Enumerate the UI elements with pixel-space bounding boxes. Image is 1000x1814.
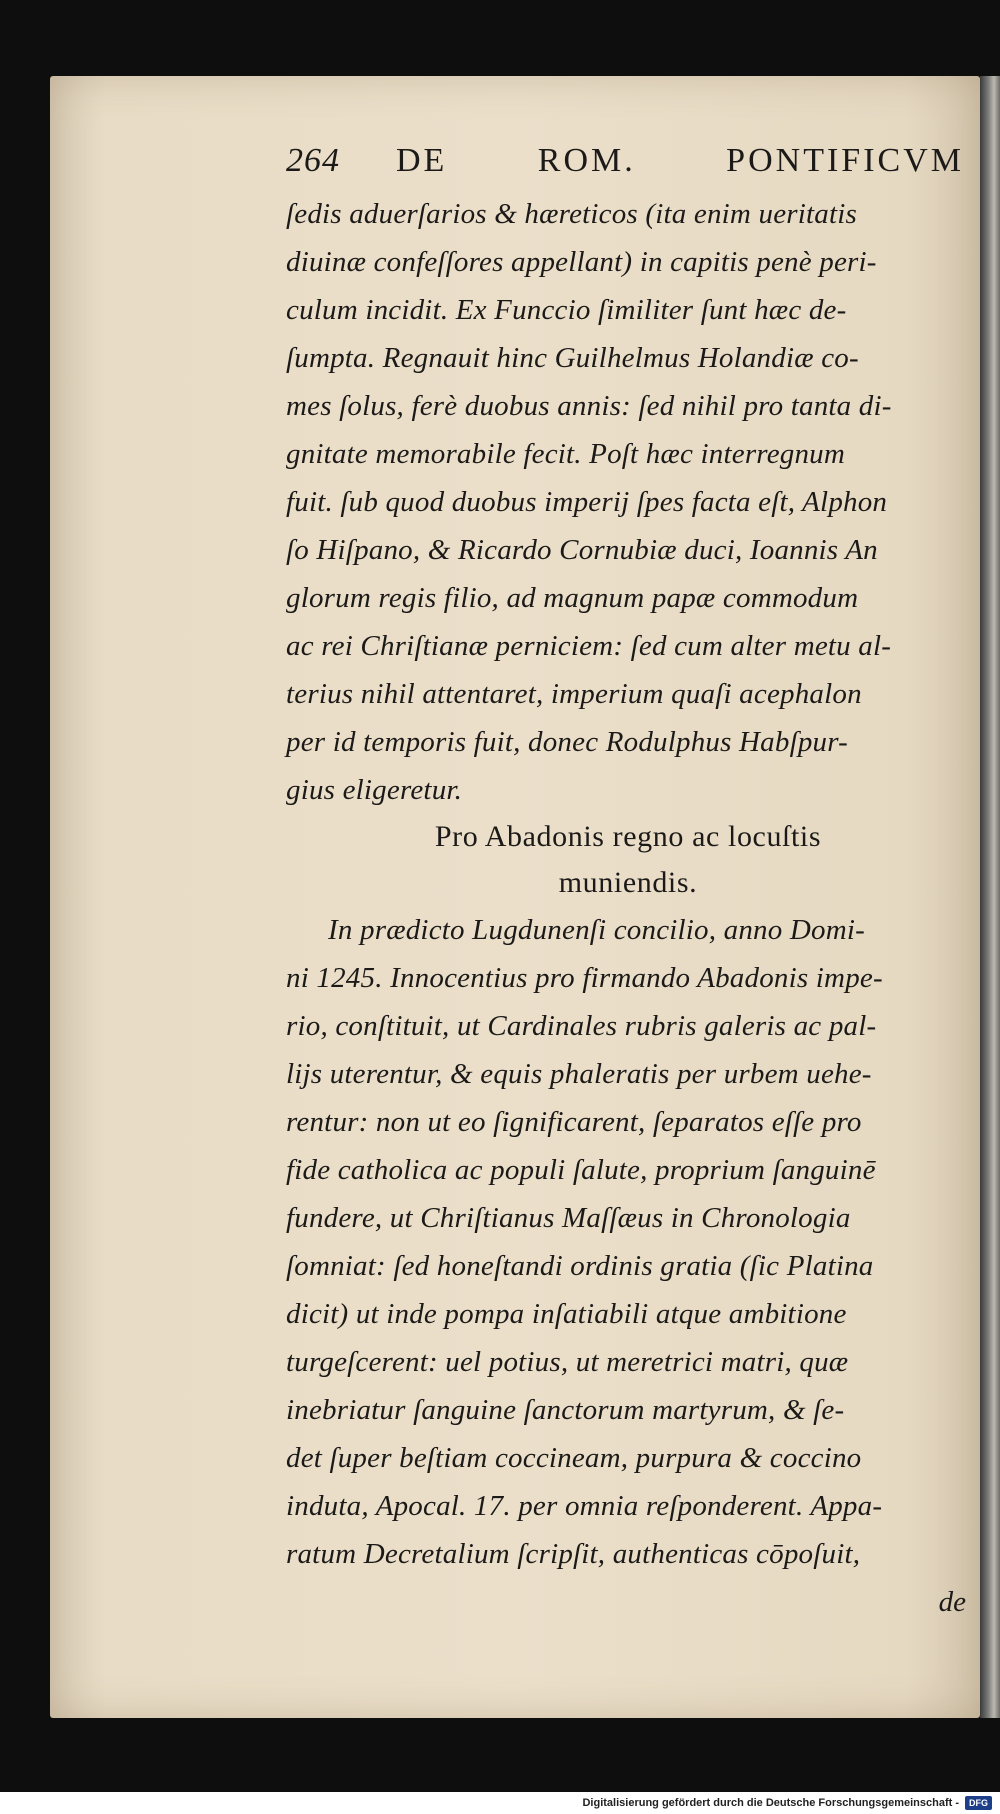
heading-line: muniendis. <box>558 866 698 899</box>
page-number: 264 <box>286 142 340 179</box>
text-line: culum incidit. Ex Funccio ſimiliter ſunt hæc de- <box>286 294 847 326</box>
text-line: mes ſolus, ferè duobus annis: ſed nihil pro tanta di- <box>286 390 892 422</box>
text-line: inebriatur ſanguine ſanctorum martyrum, & ſe- <box>286 1394 845 1426</box>
running-title-word: PONTIFICVM <box>726 142 964 179</box>
text-line: diuinæ confeſſores appellant) in capitis penè peri- <box>286 246 877 278</box>
text-line: fundere, ut Chriſtianus Maſſæus in Chronologia <box>286 1202 851 1234</box>
text-line: ni 1245. Innocentius pro firmando Abadonis impe- <box>286 962 883 994</box>
text-line: gius eligeretur. <box>286 774 463 806</box>
text-line: induta, Apocal. 17. per omnia reſponderent. Appa- <box>286 1490 883 1522</box>
text-line: In prædicto Lugdunenſi concilio, anno Domi- <box>328 914 866 946</box>
text-line: gnitate memorabile fecit. Poſt hæc interregnum <box>286 438 846 470</box>
text-line: glorum regis filio, ad magnum papæ commodum <box>286 582 859 614</box>
text-block <box>286 142 970 1626</box>
text-line: ſomniat: ſed honeſtandi ordinis gratia (ſic Platina <box>286 1250 874 1282</box>
heading-line: Pro Abadonis regno ac locuſtis <box>434 820 822 853</box>
text-line: terius nihil attentaret, imperium quaſi acephalon <box>286 678 862 710</box>
running-title-word: ROM. <box>537 142 636 179</box>
text-line: det ſuper beſtiam coccineam, purpura & coccino <box>286 1442 862 1474</box>
catchword: de <box>938 1586 966 1618</box>
text-line: ſo Hiſpano, & Ricardo Cornubiæ duci, Ioannis An <box>286 534 878 566</box>
paragraph-2 <box>286 906 970 1578</box>
paragraph-1 <box>286 190 970 814</box>
text-line: fuit. ſub quod duobus imperij ſpes facta eſt, Alphon <box>286 486 888 518</box>
running-head <box>286 142 970 188</box>
running-title <box>396 142 970 180</box>
text-line: dicit) ut inde pompa inſatiabili atque ambitione <box>286 1298 847 1330</box>
digitization-footer <box>0 1792 1000 1814</box>
footer-credit: Digitalisierung gefördert durch die Deutsche Forschungsgemeinschaft - <box>582 1797 959 1809</box>
text-line: ac rei Chriſtianæ perniciem: ſed cum alter metu al- <box>286 630 892 662</box>
text-line: per id temporis fuit, donec Rodulphus Habſpur- <box>286 726 848 758</box>
text-line: ſumpta. Regnauit hinc Guilhelmus Holandiæ co- <box>286 342 859 374</box>
text-line: turgeſcerent: uel potius, ut meretrici matri, quæ <box>286 1346 849 1378</box>
page-edge <box>980 76 1000 1718</box>
text-line: rio, conſtituit, ut Cardinales rubris galeris ac pal- <box>286 1010 877 1042</box>
text-line: lijs uterentur, & equis phaleratis per urbem uehe- <box>286 1058 872 1090</box>
text-line: ratum Decretalium ſcripſit, authenticas cōpoſuit, <box>286 1538 861 1570</box>
section-heading <box>286 814 970 906</box>
text-line: fide catholica ac populi ſalute, proprium ſanguinē <box>286 1154 876 1186</box>
dfg-logo: DFG <box>965 1796 992 1810</box>
text-line: rentur: non ut eo ſignificarent, ſeparatos eſſe pro <box>286 1106 862 1138</box>
running-title-word: DE <box>396 142 448 179</box>
text-line: ſedis aduerſarios & hæreticos (ita enim ueritatis <box>286 198 857 230</box>
